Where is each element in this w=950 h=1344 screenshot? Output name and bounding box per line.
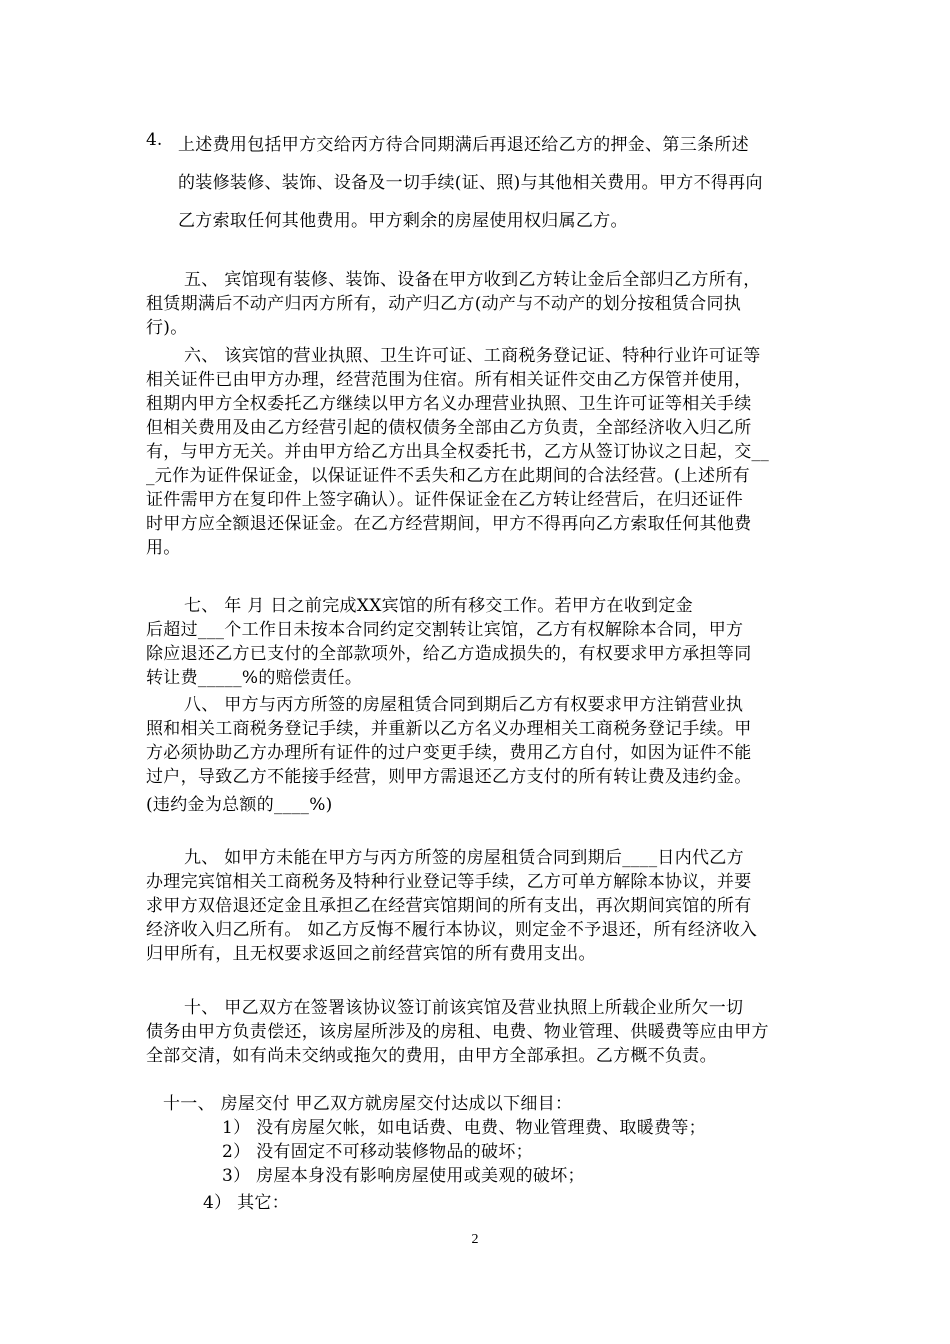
item4-line-2: 的装修装修、装饰、设备及一切手续(证、照)与其他相关费用。甲方不得再向: [178, 173, 763, 193]
clause9-line-3: 求甲方双倍退还定金且承担乙在经营宾馆期间的所有支出，再次期间宾馆的所有: [146, 896, 752, 916]
clause8-line-4: 过户，导致乙方不能接手经营，则甲方需退还乙方支付的所有转让费及违约金。: [146, 767, 752, 787]
clause10-line-3: 全部交清，如有尚未交纳或拖欠的费用，由甲方全部承担。乙方概不负责。: [146, 1046, 717, 1066]
item4-number: 4.: [146, 130, 163, 150]
clause9-line-4: 经济收入归乙所有。 如乙方反悔不履行本协议，则定金不予退还，所有经济收入: [146, 920, 758, 940]
clause6-line-4: 但相关费用及由乙方经营引起的债权债务全部由乙方负责，全部经济收入归乙所: [146, 418, 752, 438]
clause5-line-3: 行)。: [146, 318, 188, 338]
clause5-line-2: 租赁期满后不动产归丙方所有，动产归乙方(动产与不动产的划分按租赁合同执: [146, 294, 742, 314]
item4-line-3: 乙方索取任何其他费用。甲方剩余的房屋使用权归属乙方。: [178, 211, 628, 231]
clause6-line-6: _元作为证件保证金，以保证证件不丢失和乙方在此期间的合法经营。(上述所有: [146, 466, 750, 486]
clause6-line-3: 租期内甲方全权委托乙方继续以甲方名义办理营业执照、卫生许可证等相关手续: [146, 394, 752, 414]
clause10-line-2: 债务由甲方负责偿还，该房屋所涉及的房租、电费、物业管理、供暖费等应由甲方: [146, 1022, 769, 1042]
clause6-line-2: 相关证件已由甲方办理，经营范围为住宿。所有相关证件交由乙方保管并使用，: [146, 370, 752, 390]
clause11-heading: 十一、 房屋交付 甲乙双方就房屋交付达成以下细目：: [163, 1094, 573, 1114]
clause7-line-3: 除应退还乙方已支付的全部款项外，给乙方造成损失的，有权要求甲方承担等同: [146, 644, 752, 664]
clause11-item-2: 2） 没有固定不可移动装修物品的破坏；: [222, 1142, 533, 1162]
clause5-line-1: 五、 宾馆现有装修、装饰、设备在甲方收到乙方转让金后全部归乙方所有，: [184, 270, 761, 290]
clause9-line-2: 办理完宾馆相关工商税务及特种行业登记等手续，乙方可单方解除本协议，并要: [146, 872, 752, 892]
clause8-line-3: 方必须协助乙方办理所有证件的过户变更手续，费用乙方自付，如因为证件不能: [146, 743, 752, 763]
clause9-line-5: 归甲所有，且无权要求返回之前经营宾馆的所有费用支出。: [146, 944, 596, 964]
clause6-line-7: 证件需甲方在复印件上签字确认）。证件保证金在乙方转让经营后，在归还证件: [146, 490, 743, 510]
clause8-line-1: 八、 甲方与丙方所签的房屋租赁合同到期后乙方有权要求甲方注销营业执: [184, 695, 744, 715]
clause8-line-2: 照和相关工商税务登记手续，并重新以乙方名义办理相关工商税务登记手续。甲: [146, 719, 752, 739]
clause7-line-2: 后超过___个工作日未按本合同约定交割转让宾馆，乙方有权解除本合同，甲方: [146, 620, 744, 640]
clause7-line-4: 转让费_____%的赔偿责任。: [146, 668, 363, 688]
page-number: 2: [471, 1232, 479, 1247]
clause6-line-1: 六、 该宾馆的营业执照、卫生许可证、工商税务登记证、特种行业许可证等: [184, 346, 761, 366]
clause10-line-1: 十、 甲乙双方在签署该协议签订前该宾馆及营业执照上所载企业所欠一切: [184, 998, 744, 1018]
clause9-line-1: 九、 如甲方未能在甲方与丙方所签的房屋租赁合同到期后____日内代乙方: [184, 848, 744, 868]
clause7-line-1: 七、 年 月 日之前完成XX宾馆的所有移交工作。若甲方在收到定金: [184, 596, 694, 616]
clause11-item-4: 4） 其它：: [203, 1193, 290, 1213]
clause6-line-5: 有，与甲方无关。并由甲方给乙方出具全权委托书，乙方从签订协议之日起，交__: [146, 442, 770, 462]
item4-line-1: 上述费用包括甲方交给丙方待合同期满后再退还给乙方的押金、第三条所述: [178, 135, 749, 155]
clause11-item-3: 3） 房屋本身没有影响房屋使用或美观的破坏；: [222, 1166, 585, 1186]
clause6-line-9: 用。: [146, 538, 181, 558]
clause8-line-5: (违约金为总额的____%): [146, 795, 333, 815]
clause11-item-1: 1） 没有房屋欠帐，如电话费、电费、物业管理费、取暖费等；: [222, 1118, 706, 1138]
clause6-line-8: 时甲方应全额退还保证金。在乙方经营期间，甲方不得再向乙方索取任何其他费: [146, 514, 752, 534]
